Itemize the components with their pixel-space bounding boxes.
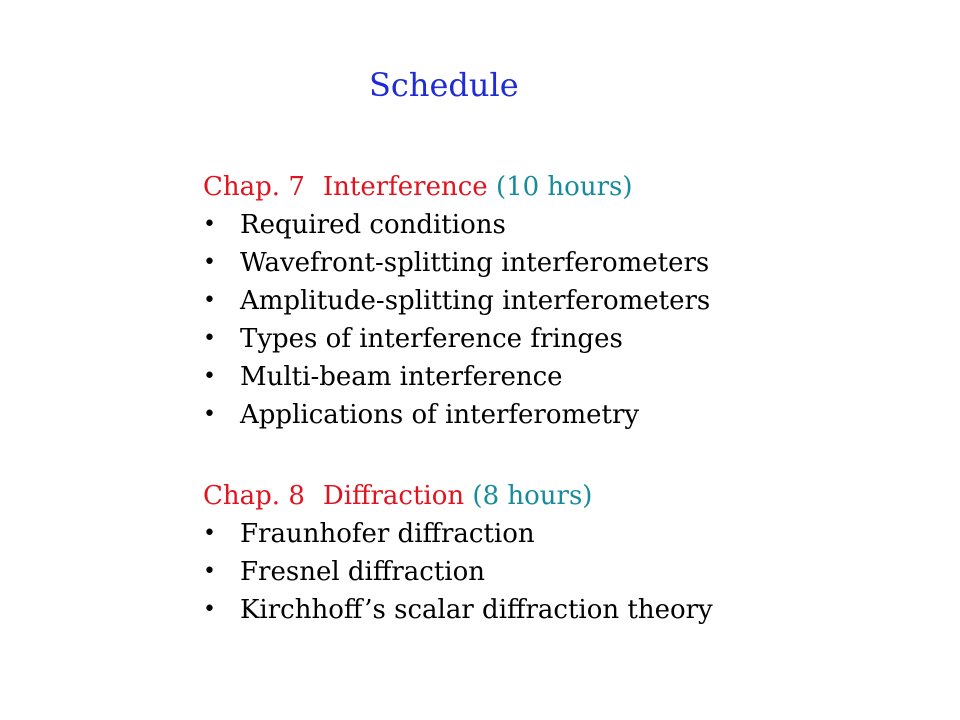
bullet-icon: • — [203, 250, 216, 275]
topic-label: Required conditions — [240, 210, 506, 240]
chapter-number: Chap. 7 — [203, 172, 305, 202]
chapter-section-7 — [203, 168, 710, 434]
chapter-name: Diffraction — [322, 481, 465, 511]
bullet-icon: • — [203, 326, 216, 351]
list-item — [203, 591, 713, 629]
chapter-number: Chap. 8 — [203, 481, 305, 511]
chapter-heading-8 — [203, 477, 713, 515]
list-item — [203, 553, 713, 591]
topic-list-8 — [203, 515, 713, 629]
list-item — [203, 396, 710, 434]
topic-label: Multi-beam interference — [240, 362, 563, 392]
list-item — [203, 320, 710, 358]
chapter-name: Interference — [322, 172, 488, 202]
topic-label: Applications of interferometry — [240, 400, 640, 430]
slide-title: Schedule — [369, 66, 519, 104]
bullet-icon: • — [203, 559, 216, 584]
chapter-section-8 — [203, 477, 713, 629]
list-item — [203, 515, 713, 553]
bullet-icon: • — [203, 288, 216, 313]
bullet-icon: • — [203, 521, 216, 546]
bullet-icon: • — [203, 597, 216, 622]
bullet-icon: • — [203, 402, 216, 427]
bullet-icon: • — [203, 364, 216, 389]
list-item — [203, 206, 710, 244]
topic-label: Wavefront-splitting interferometers — [240, 248, 710, 278]
chapter-hours: (8 hours) — [472, 481, 593, 511]
chapter-hours: (10 hours) — [495, 172, 633, 202]
topic-label: Amplitude-splitting interferometers — [240, 286, 711, 316]
topic-label: Types of interference fringes — [240, 324, 623, 354]
topic-label: Fresnel diffraction — [240, 557, 485, 587]
list-item — [203, 244, 710, 282]
chapter-heading-7 — [203, 168, 710, 206]
list-item — [203, 358, 710, 396]
topic-label: Kirchhoff’s scalar diffraction theory — [240, 595, 713, 625]
bullet-icon: • — [203, 212, 216, 237]
topic-label: Fraunhofer diffraction — [240, 519, 535, 549]
topic-list-7 — [203, 206, 710, 434]
list-item — [203, 282, 710, 320]
